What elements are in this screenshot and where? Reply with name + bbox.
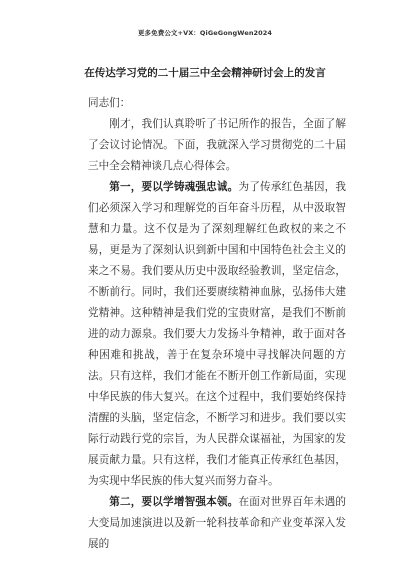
second-point-text: 在面对世界百年未遇的大变局加速演进以及新一轮科技革命和产业变革深入发展的 [88,496,347,550]
first-point-heading: 第一，要以学铸魂强忠诚。 [109,181,239,193]
header-note: 更多免费公文+VX：QiGeGongWen2024 [137,29,273,37]
salutation: 同志们： [88,97,131,109]
document-body [88,93,346,555]
paragraph-first-point [88,177,346,492]
paragraph-second-point [88,492,346,555]
first-point-text: 为了传承红色基因，我们必须深入学习和理解党的百年奋斗历程，从中汲取智慧和力量。这不仅是为了深刻理解红色政权的来之不易，更是为了深刻认识到新中国和中国特色社会主义的来之不易。我们要从历史中汲取经验教训，坚定信念，不断前行。同时，我们还要赓续精神血脉，弘扬伟大建党精神。这种精神是我们党的宝贵财富，是我们不断前进的动力源泉。我们要大力发扬斗争精神，敢于面对各种困难和挑战，善于在复杂环境中寻找解决问题的方法。只有这样，我们才能在不断开创工作新局面，实现中华民族的伟大复兴。在这个过程中，我们要始终保持清醒的头脑，坚定信念，不断学习和进步。我们要以实际行动践行党的宗旨，为人民群众谋福祉，为国家的发展贡献力量。只有这样，我们才能真正传承红色基因，为实现中华民族的伟大复兴而努力奋斗。 [88,181,347,487]
document-title: 在传达学习党的二十届三中全会精神研讨会上的发言 [84,67,326,79]
paragraph-intro: 刚才，我们认真聆听了书记所作的报告，全面了解了会议讨论情况。下面，我就深入学习贯彻党的二十届三中全会精神谈几点心得体会。 [88,118,346,172]
second-point-heading: 第二，要以学增智强本领。 [109,496,239,508]
